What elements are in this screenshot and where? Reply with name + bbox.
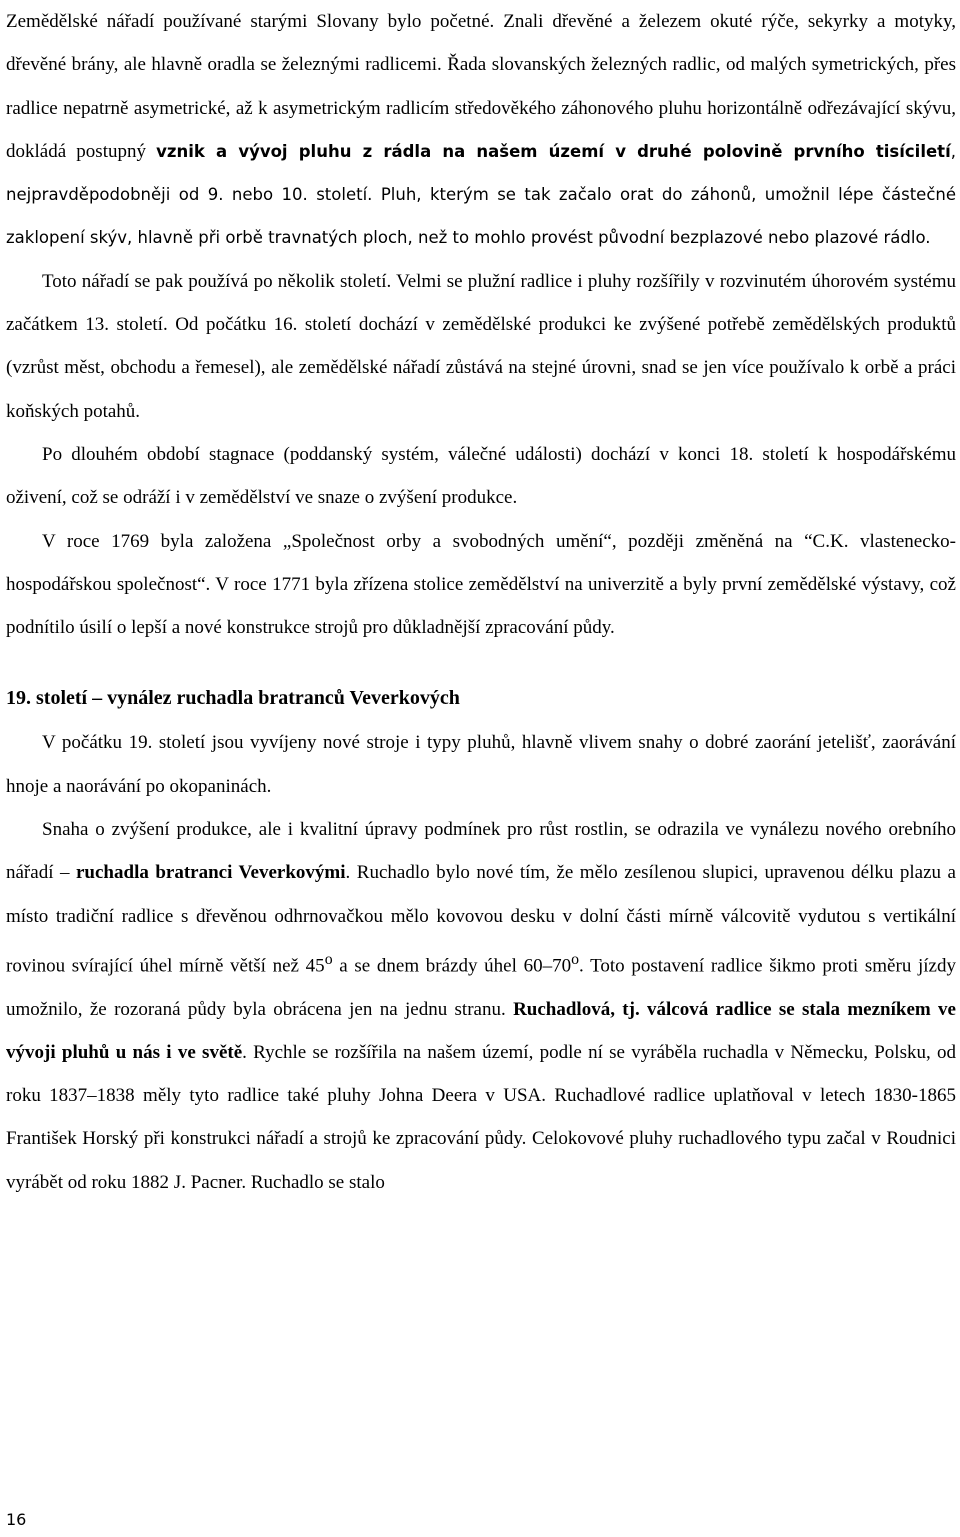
text-run: Pluh, kterým se tak začalo orat do záhonů, umožnil lépe částečné zaklopení skýv, hlavně při orbě travnatých ploch, než to mohlo provést původní bezplazové nebo plazové rádlo. (6, 185, 957, 248)
degree-superscript: o (324, 950, 333, 968)
bold-text-run: ruchadla bratranci Veverkovými (76, 862, 346, 884)
section-heading: 19. století – vynález ruchadla bratranců Veverkových (6, 687, 460, 710)
bold-text-run: Ruchadlová, tj. válcová radlice se stala mezníkem ve vývoji pluhů u nás i ve světě (6, 998, 956, 1063)
text-run: . Rychle se rozšířila na našem území, podle ní se vyráběla ruchadla v Německu, Polsku, od roku 1837–1838 měly tyto radlice také pluhy Johna Deera v USA. Ruchadlové radlice uplatňoval v letech 1830-1865 František Horský při konstrukci nářadí a strojů ke zpracování půdy. Celokovové pluhy ruchadlového typu začal v Roudnici vyrábět od roku 1882 J. Pacner. Ruchadlo se stalo (6, 1041, 956, 1193)
bold-text-run: vznik a vývoj pluhu z rádla na našem území v druhé polovině prvního tisíciletí (156, 141, 951, 161)
paragraph-slavic-tools (6, 0, 956, 260)
degree-superscript: o (571, 950, 579, 968)
paragraph-ruchadlo-invention (6, 808, 956, 1204)
text-run: . Ruchadlo bylo nové tím, že mělo zesílenou slupici, upravenou délku plazu a místo tradiční radlice s dřevěnou odhrnovačkou mělo kovovou desku v dolní části mírně válcovitě vydutou s vertikální rovinou svírající úhel mírně větší než 45 (6, 862, 956, 977)
text-run: , nejpravděpodobněji od 9. nebo 10. století. (6, 141, 956, 205)
text-run: Snaha o zvýšení produkce, ale i kvalitní úpravy podmínek pro růst rostlin, se odrazila ve vynálezu nového orebního nářadí – (6, 819, 956, 884)
paragraph-stagnation: Po dlouhém období stagnace (poddanský systém, válečné události) dochází v konci 18. století k hospodářskému oživení, což se odráží i v zemědělství ve snaze o zvýšení produkce. (6, 443, 956, 509)
text-run: Zemědělské nářadí používané starými Slovany bylo početné. Znali dřevěné a železem okuté rýče, sekyrky a motyky, dřevěné brány, ale hlavně oradla se železnými radlicemi. Řada slovanských železných radlic, od malých symetrických, přes radlice nepatrně asymetrické, až k asymetrickým radlicím středověkého záhonového pluhu horizontálně odřezávající skývu, dokládá postupný (6, 11, 956, 162)
paragraph-society-1769: V roce 1769 byla založena „Společnost orby a svobodných umění“, později změněná na “C.K. vlastenecko-hospodářskou společnost“. V roce 1771 byla zřízena stolice zemědělství na univerzitě a byly první zemědělské výstavy, což podnítilo úsilí o lepší a nové konstrukce strojů pro důkladnější zpracování půdy. (6, 530, 956, 639)
paragraph-early-19th-century: V počátku 19. století jsou vyvíjeny nové stroje i typy pluhů, hlavně vlivem snahy o dobré zaorání jetelišť, zaorávání hnoje a naorávání po okopaninách. (6, 732, 956, 797)
text-run: a se dnem brázdy úhel 60–70 (332, 955, 572, 977)
text-run: . Toto postavení radlice šikmo proti směru jízdy umožnilo, že rozoraná půdy byla obrácena jen na jednu stranu. (6, 955, 956, 1020)
paragraph-centuries-of-use: Toto nářadí se pak používá po několik století. Velmi se plužní radlice i pluhy rozšířily v rozvinutém úhorovém systému začátkem 13. století. Od počátku 16. století dochází v zemědělské produkci ke zvýšené potřebě zemědělských produktů (vzrůst měst, obchodu a řemesel), ale zemědělské nářadí zůstává na stejné úrovni, snad se jen více používalo k orbě a práci koňských potahů. (6, 270, 956, 422)
document-page (6, 0, 956, 1204)
page-number: 16 (6, 1510, 27, 1529)
